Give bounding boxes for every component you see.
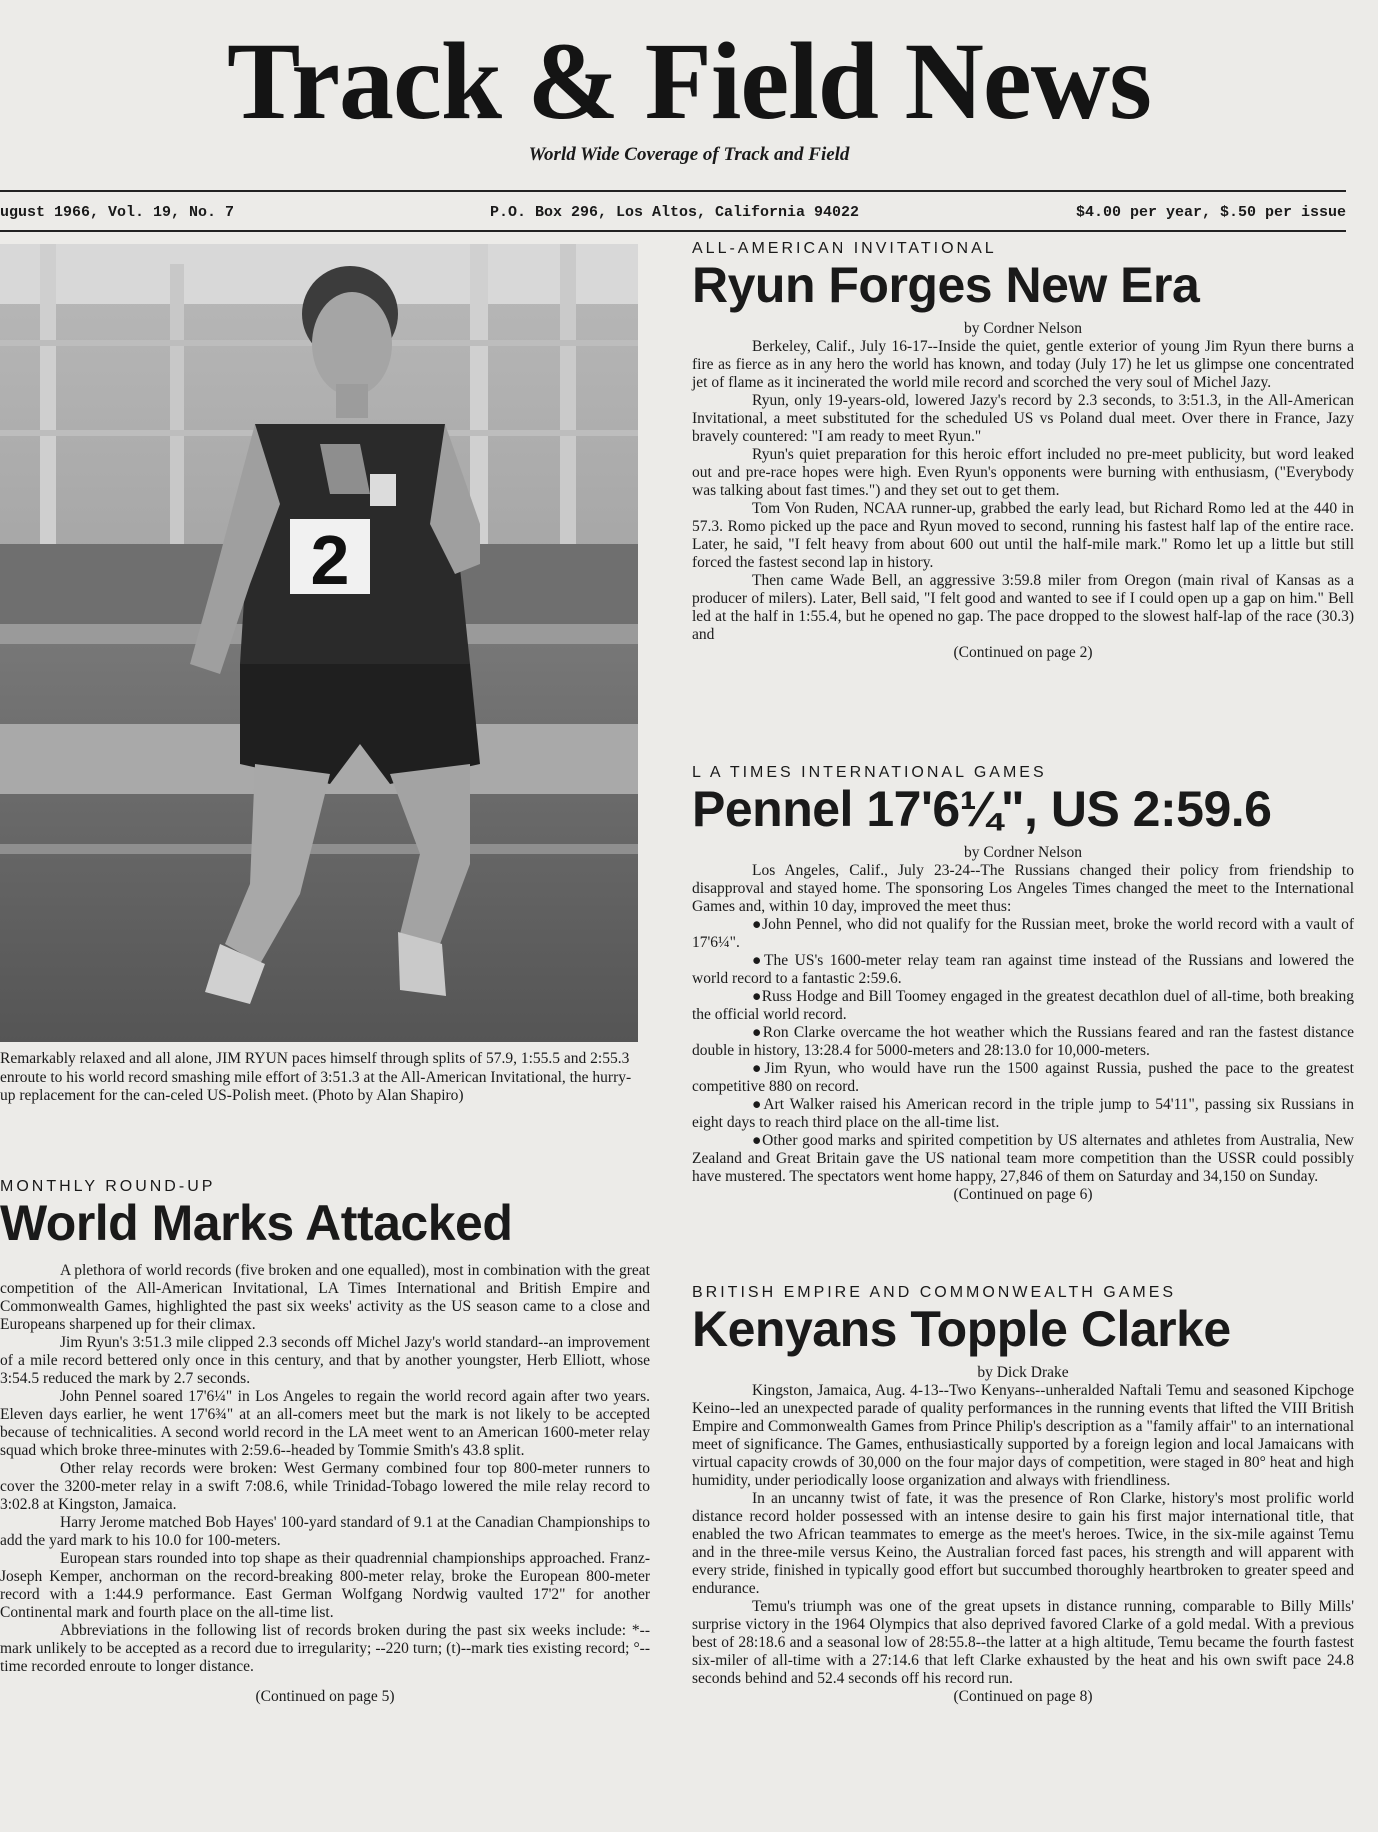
article-paragraph: ●John Pennel, who did not qualify for the Russian meet, broke the world record with a vault of 17'6¼". [692,916,1354,951]
article-paragraph: European stars rounded into top shape as their quadrennial championships approached. Franz-Joseph Kemper, anchorman on the record-breaking 800-meter relay, broke the European 800-meter record with a 1:44.9 performance. East German Wolfgang Nordwig vaulted 17'2" for another Continental mark and fourth place on the all-time list. [0,1550,650,1621]
article-headline: Ryun Forges New Era [692,257,1200,313]
publisher-address: P.O. Box 296, Los Altos, California 94022 [490,204,860,221]
article-kicker: MONTHLY ROUND-UP [0,1178,216,1195]
continued-note: (Continued on page 2) [953,644,1093,661]
article-paragraph: ●Art Walker raised his American record in the triple jump to 54'11", passing six Russians in eight days to reach third place on the all-time list. [692,1096,1354,1131]
article-paragraph: Abbreviations in the following list of records broken during the past six weeks include: *--mark unlikely to be accepted as a record due to irregularity; --220 turn; (t)--mark ties existing record; °--time recorded enroute to longer distance. [0,1622,650,1675]
article-paragraph: John Pennel soared 17'6¼" in Los Angeles to regain the world record again after two years. Eleven days earlier, he went 17'6¾" at an all-comers meet but the mark is not likely to be accepted because of technicalities. A second world record in the LA meet went to an American 1600-meter relay squad which broke three-minutes with 2:59.6--headed by Tommie Smith's 43.8 split. [0,1388,650,1459]
subscription-price: $4.00 per year, $.50 per issue [1075,204,1346,221]
article-body [0,1262,650,1676]
article-body [692,1382,1354,1688]
article-headline: World Marks Attacked [0,1195,513,1251]
article-byline: by Cordner Nelson [964,320,1082,337]
article-paragraph: ●The US's 1600-meter relay team ran against time instead of the Russians and lowered the world record to a fantastic 2:59.6. [692,952,1354,987]
article-paragraph: Temu's triumph was one of the great upsets in distance running, comparable to Billy Mills' surprise victory in the 1964 Olympics that also deprived favored Clarke of a gold medal. With a previous best of 28:18.6 and a seasonal low of 28:55.8--the latter at a high altitude, Temu became the fourth fastest six-miler of all-time with a 27:14.6 that left Clarke exhausted by the heat and his own swift pace 24.8 seconds behind and 52.4 seconds off his record run. [692,1598,1354,1687]
article-paragraph: A plethora of world records (five broken and one equalled), most in combination with the great competition of the All-American Invitational, LA Times International and British Empire and Commonwealth Games, highlighted the past six weeks' activity as the US season came to a close and Europeans sharpened up for their climax. [0,1262,650,1333]
masthead [0,22,1378,166]
article-paragraph: Tom Von Ruden, NCAA runner-up, grabbed the early lead, but Richard Romo led at the 440 in 57.3. Romo picked up the pace and Ryun moved to second, running his fastest half lap of the entire race. Later, he said, "I felt heavy from about 600 out until the half-mile mark." Romo let up a little but still forced the fastest second lap in history. [692,500,1354,571]
article-paragraph: Ryun's quiet preparation for this heroic effort included no pre-meet publicity, but word leaked out and pre-race hopes were high. Even Ryun's opponents were burning with enthusiasm, ("Everybody was talking about fast times.") and they set out to get them. [692,446,1354,499]
article-paragraph: ●Jim Ryun, who would have run the 1500 against Russia, pushed the pace to the greatest competitive 880 on record. [692,1060,1354,1095]
article-body [692,338,1354,644]
issue-date: ugust 1966, Vol. 19, No. 7 [0,204,235,221]
article-paragraph: Ryun, only 19-years-old, lowered Jazy's record by 2.3 seconds, to 3:51.3, in the All-American Invitational, a meet substituted for the scheduled US vs Poland dual meet. Over there in France, Jazy bravely countered: "I am ready to meet Ryun." [692,392,1354,445]
article-pennel [692,764,1354,1204]
article-paragraph: Then came Wade Bell, an aggressive 3:59.8 miler from Oregon (main rival of Kansas as a producer of milers). Later, Bell said, "I felt good and wanted to see if I could open up a gap on him." Bell led at the half in 1:55.4, but he opened no gap. The pace dropped to the slowest half-lap of the race (30.3) and [692,572,1354,643]
article-headline: Pennel 17'6¼", US 2:59.6 [692,781,1272,837]
runner-photo [0,244,638,1042]
continued-note: (Continued on page 5) [255,1688,395,1705]
top-rule [0,190,1346,192]
article-paragraph: ●Ron Clarke overcame the hot weather which the Russians feared and ran the fastest distance double in history, 13:28.4 for 5000-meters and 28:13.0 for 10,000-meters. [692,1024,1354,1059]
article-paragraph: Kingston, Jamaica, Aug. 4-13--Two Kenyans--unheralded Naftali Temu and seasoned Kipchoge Keino--led an unexpected parade of quality performances in the running events that lifted the VIII British Empire and Commonwealth Games from Prince Philip's description as a "family affair" to an international meet of significance. The Games, enthusiastically supported by a foreign legion and local Jamaicans with virtual capacity crowds of 30,000 on the four major days of competition, were staged in 80° heat and high humidity, under periodically loose organization and always with friendliness. [692,1382,1354,1489]
article-paragraph: ●Russ Hodge and Bill Toomey engaged in the greatest decathlon duel of all-time, both breaking the official world record. [692,988,1354,1023]
article-kenyans [692,1284,1354,1706]
runner-photo-illustration [0,244,638,1042]
article-paragraph: Berkeley, Calif., July 16-17--Inside the quiet, gentle exterior of young Jim Ryun there burns a fire as fierce as in any hero the world has known, and today (July 17) he let us glimpse one concentrated jet of flame as it incinerated the world mile record and scorched the very soul of Michel Jazy. [692,338,1354,391]
article-kicker: ALL-AMERICAN INVITATIONAL [692,240,997,257]
article-paragraph: Harry Jerome matched Bob Hayes' 100-yard standard of 9.1 at the Canadian Championships to add the yard mark to his 10.0 for 100-meters. [0,1514,650,1549]
article-kicker: L A TIMES INTERNATIONAL GAMES [692,764,1047,781]
bottom-rule [0,230,1346,232]
article-kicker: BRITISH EMPIRE AND COMMONWEALTH GAMES [692,1284,1177,1301]
article-ryun [692,240,1354,662]
article-byline: by Dick Drake [977,1364,1069,1381]
article-paragraph: ●Other good marks and spirited competition by US alternates and athletes from Australia, New Zealand and Great Britain gave the US national team more competition than the USSR could possibly have mustered. The spectators went home happy, 27,846 of them on Saturday and 34,150 on Sunday. [692,1132,1354,1185]
article-paragraph: Jim Ryun's 3:51.3 mile clipped 2.3 seconds off Michel Jazy's world standard--an improvement of a mile record bettered only once in this century, and that by another youngster, Herb Elliott, whose 3:54.5 reduced the mark by 2.7 seconds. [0,1334,650,1387]
article-paragraph: Other relay records were broken: West Germany combined four top 800-meter runners to cover the 3200-meter relay in a swift 7:08.6, while Trinidad-Tobago lowered the mile relay record to 3:02.8 at Kingston, Jamaica. [0,1460,650,1513]
tagline: World Wide Coverage of Track and Field [528,144,850,165]
article-body [692,862,1354,1186]
article-paragraph: In an uncanny twist of fate, it was the presence of Ron Clarke, history's most prolific world distance record holder possessed with an intense desire to gain his first major international title, that enabled the two African teammates to emerge as the meet's heroes. Twice, in the six-mile against Temu and in the three-mile versus Keino, the Australian forced fast paces, his strength and will apparent with every stride, finished in typically good effort but succumbed thoroughly heartbroken to greater speed and endurance. [692,1490,1354,1597]
bib-number: 2 [310,521,350,599]
issue-info-bar [0,204,1346,226]
photo-caption: Remarkably relaxed and all alone, JIM RYUN paces himself through splits of 57.9, 1:55.5 and 2:55.3 enroute to his world record smashing mile effort of 3:51.3 at the All-American Invitational, the hurry-up replacement for the can-celed US-Polish meet. (Photo by Alan Shapiro) [0,1050,632,1104]
article-paragraph: Los Angeles, Calif., July 23-24--The Russians changed their policy from friendship to disapproval and stayed home. The sponsoring Los Angeles Times changed the meet to the International Games and, within 10 day, improved the meet thus: [692,862,1354,915]
continued-note: (Continued on page 6) [953,1186,1093,1203]
article-world-marks [0,1178,650,1706]
article-byline: by Cordner Nelson [964,844,1082,861]
continued-note: (Continued on page 8) [953,1688,1093,1705]
article-headline: Kenyans Topple Clarke [692,1301,1231,1357]
newspaper-title: Track & Field News [227,20,1151,142]
